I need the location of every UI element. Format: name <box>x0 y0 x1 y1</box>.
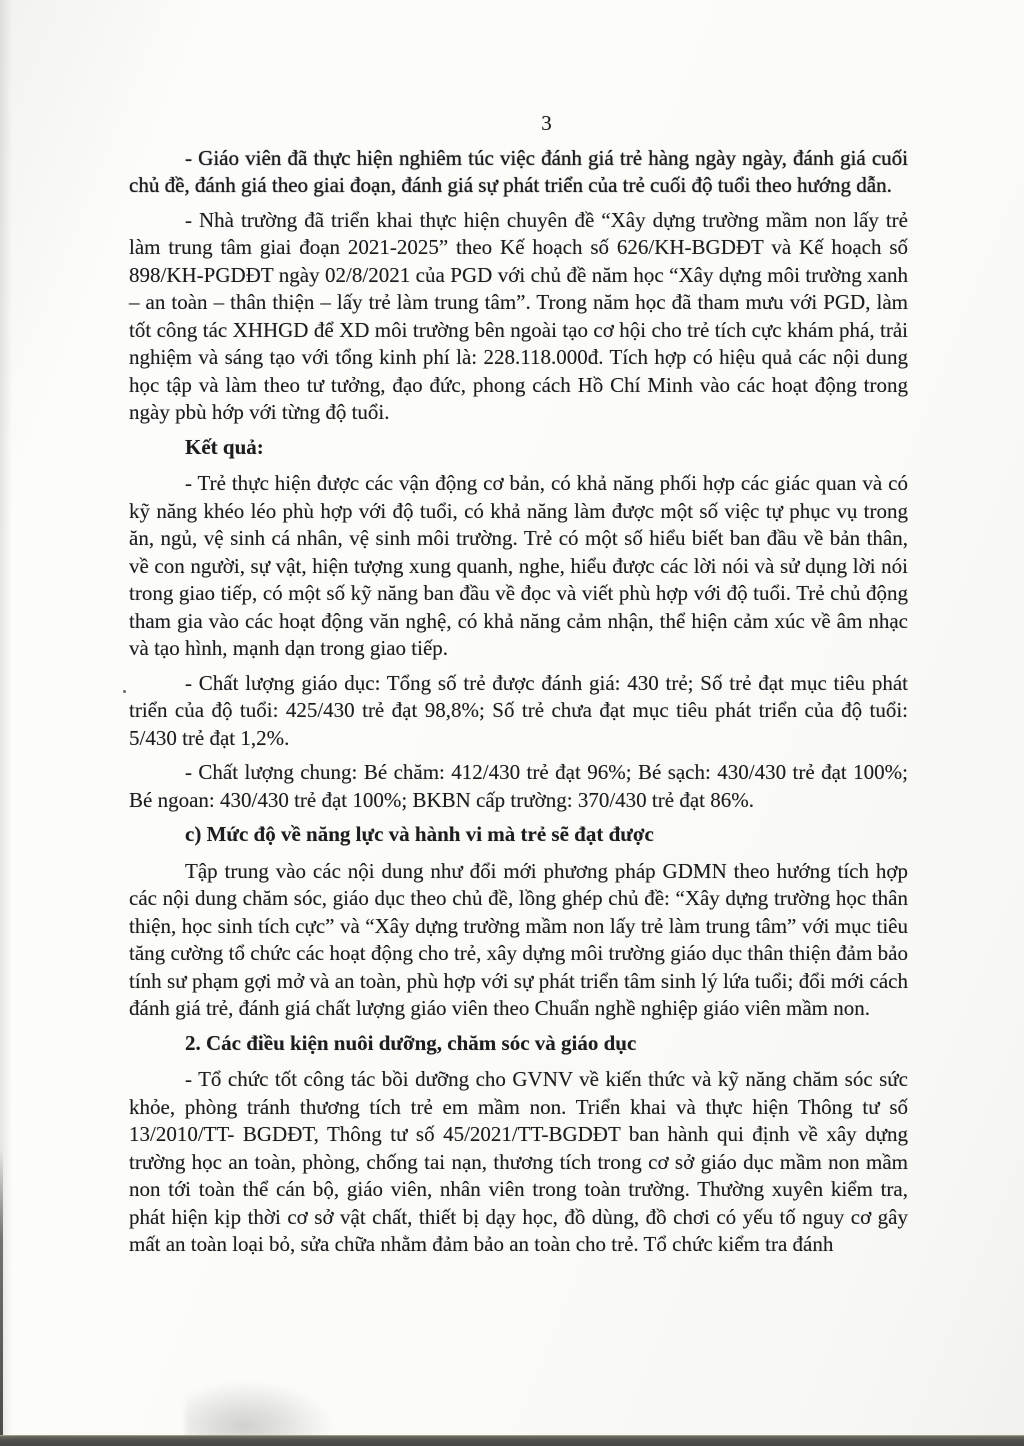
para-chat-luong-chung: - Chất lượng chung: Bé chăm: 412/430 trẻ đạt 96%; Bé sạch: 430/430 trẻ đạt 100%; Bé ngoan: 430/430 trẻ đạt 100%; BKBN cấp trường: 370/430 trẻ đạt 86%. <box>129 760 908 812</box>
para-giao-vien-danh-gia: - Giáo viên đã thực hiện nghiêm túc việc đánh giá trẻ hàng ngày ngày, đánh giá cuối chủ đề, đánh giá theo giai đoạn, đánh giá sự phát triển của trẻ cuối độ tuổi theo hướng dẫn. <box>129 145 908 197</box>
bottom-smudge <box>185 1380 335 1438</box>
heading-ket-qua: Kết quả: <box>185 434 264 459</box>
left-edge-crease <box>0 1150 3 1446</box>
bottom-scan-bar <box>0 1435 1024 1446</box>
page-number: 3 <box>541 111 552 135</box>
heading-dieu-kien-nuoi-duong: 2. Các điều kiện nuôi dưỡng, chăm sóc và giáo dục <box>185 1030 637 1055</box>
para-chuyen-de-truong-mam-non: - Nhà trường đã triển khai thực hiện chuyên đề “Xây dựng trường mầm non lấy trẻ làm trung tâm giai đoạn 2021-2025” theo Kế hoạch số 626/KH-BGDĐT và Kế hoạch số 898/KH-PGDĐT ngày 02/8/2021 của PGD với chủ đề năm học “Xây dựng môi trường xanh – an toàn – thân thiện – lấy trẻ làm trung tâm”. Trong năm học đã tham mưu với PGD, làm tốt công tác XHHGD để XD môi trường bên ngoài tạo cơ hội cho trẻ tích cực khám phá, trải nghiệm và sáng tạo với tổng kinh phí là: 228.118.000đ. Tích hợp có hiệu quả các nội dung học tập và làm theo tư tưởng, đạo đức, phong cách Hồ Chí Minh vào các hoạt động trong ngày pbù hớp với từng độ tuổi. <box>129 207 908 424</box>
left-edge-shadow <box>0 0 12 1446</box>
para-to-chuc-boi-duong: - Tổ chức tốt công tác bồi dưỡng cho GVNV về kiến thức và kỹ năng chăm sóc sức khỏe, phòng tránh thương tích trẻ em mầm non. Triển khai và thực hiện Thông tư số 13/2010/TT- BGDĐT, Thông tư số 45/2021/TT-BGDĐT ban hành qui định về xây dựng trường học an toàn, phòng, chống tai nạn, thương tích trong cơ sở giáo dục mầm non mầm non tới toàn thể cán bộ, giáo viên, nhân viên trong toàn trường. Thường xuyên kiểm tra, phát hiện kịp thời cơ sở vật chất, thiết bị dạy học, đồ dùng, đồ chơi có yếu tố nguy cơ gây mất an toàn loại bỏ, sửa chữa nhằm đảm bảo an toàn cho trẻ. Tổ chức kiểm tra đánh <box>129 1067 908 1256</box>
para-van-dong-co-ban: - Trẻ thực hiện được các vận động cơ bản, có khả năng phối hợp các giác quan và có kỹ năng khéo léo phù hợp với độ tuổi, có khả năng làm được một số việc tự phục vụ trong ăn, ngủ, vệ sinh cá nhân, vệ sinh môi trường. Trẻ có một số hiểu biết ban đầu về bản thân, về con người, sự vật, hiện tượng xung quanh, nghe, hiểu được các lời nói và sử dụng lời nói trong giao tiếp, có một số kỹ năng ban đầu về đọc và viết phù hợp với độ tuổi. Trẻ chủ động tham gia vào các hoạt động văn nghệ, có khả năng cảm nhận, thể hiện cảm xúc về âm nhạc và tạo hình, mạnh dạn trong giao tiếp. <box>129 471 908 660</box>
document-text-column <box>129 110 908 1266</box>
para-chat-luong-giao-duc: - Chất lượng giáo dục: Tổng số trẻ được đánh giá: 430 trẻ; Số trẻ đạt mục tiêu phát triển của độ tuổi: 425/430 trẻ đạt 98,8%; Số trẻ chưa đạt mục tiêu phát triển của độ tuổi: 5/430 trẻ đạt 1,2%. <box>129 670 908 750</box>
scan-dot-artifact <box>123 690 126 693</box>
heading-muc-do-nang-luc: c) Mức độ về năng lực và hành vi mà trẻ sẽ đạt được <box>185 822 654 846</box>
para-tap-trung-noi-dung: Tập trung vào các nội dung như đổi mới phương pháp GDMN theo hướng tích hợp các nội dung chăm sóc, giáo dục theo chủ đề, lồng ghép chủ đề: “Xây dựng trường học thân thiện, học sinh tích cực” và “Xây dựng trường mầm non lấy trẻ làm trung tâm” với mục tiêu tăng cường tổ chức các hoạt động cho trẻ, xây dựng môi trường giáo dục thân thiện đảm bảo tính sư phạm gợi mở và an toàn, phù hợp với sự phát triển tâm sinh lý lứa tuổi; đổi mới cách đánh giá trẻ, đánh giá chất lượng giáo viên theo Chuẩn nghề nghiệp giáo viên mầm non. <box>129 858 908 1020</box>
